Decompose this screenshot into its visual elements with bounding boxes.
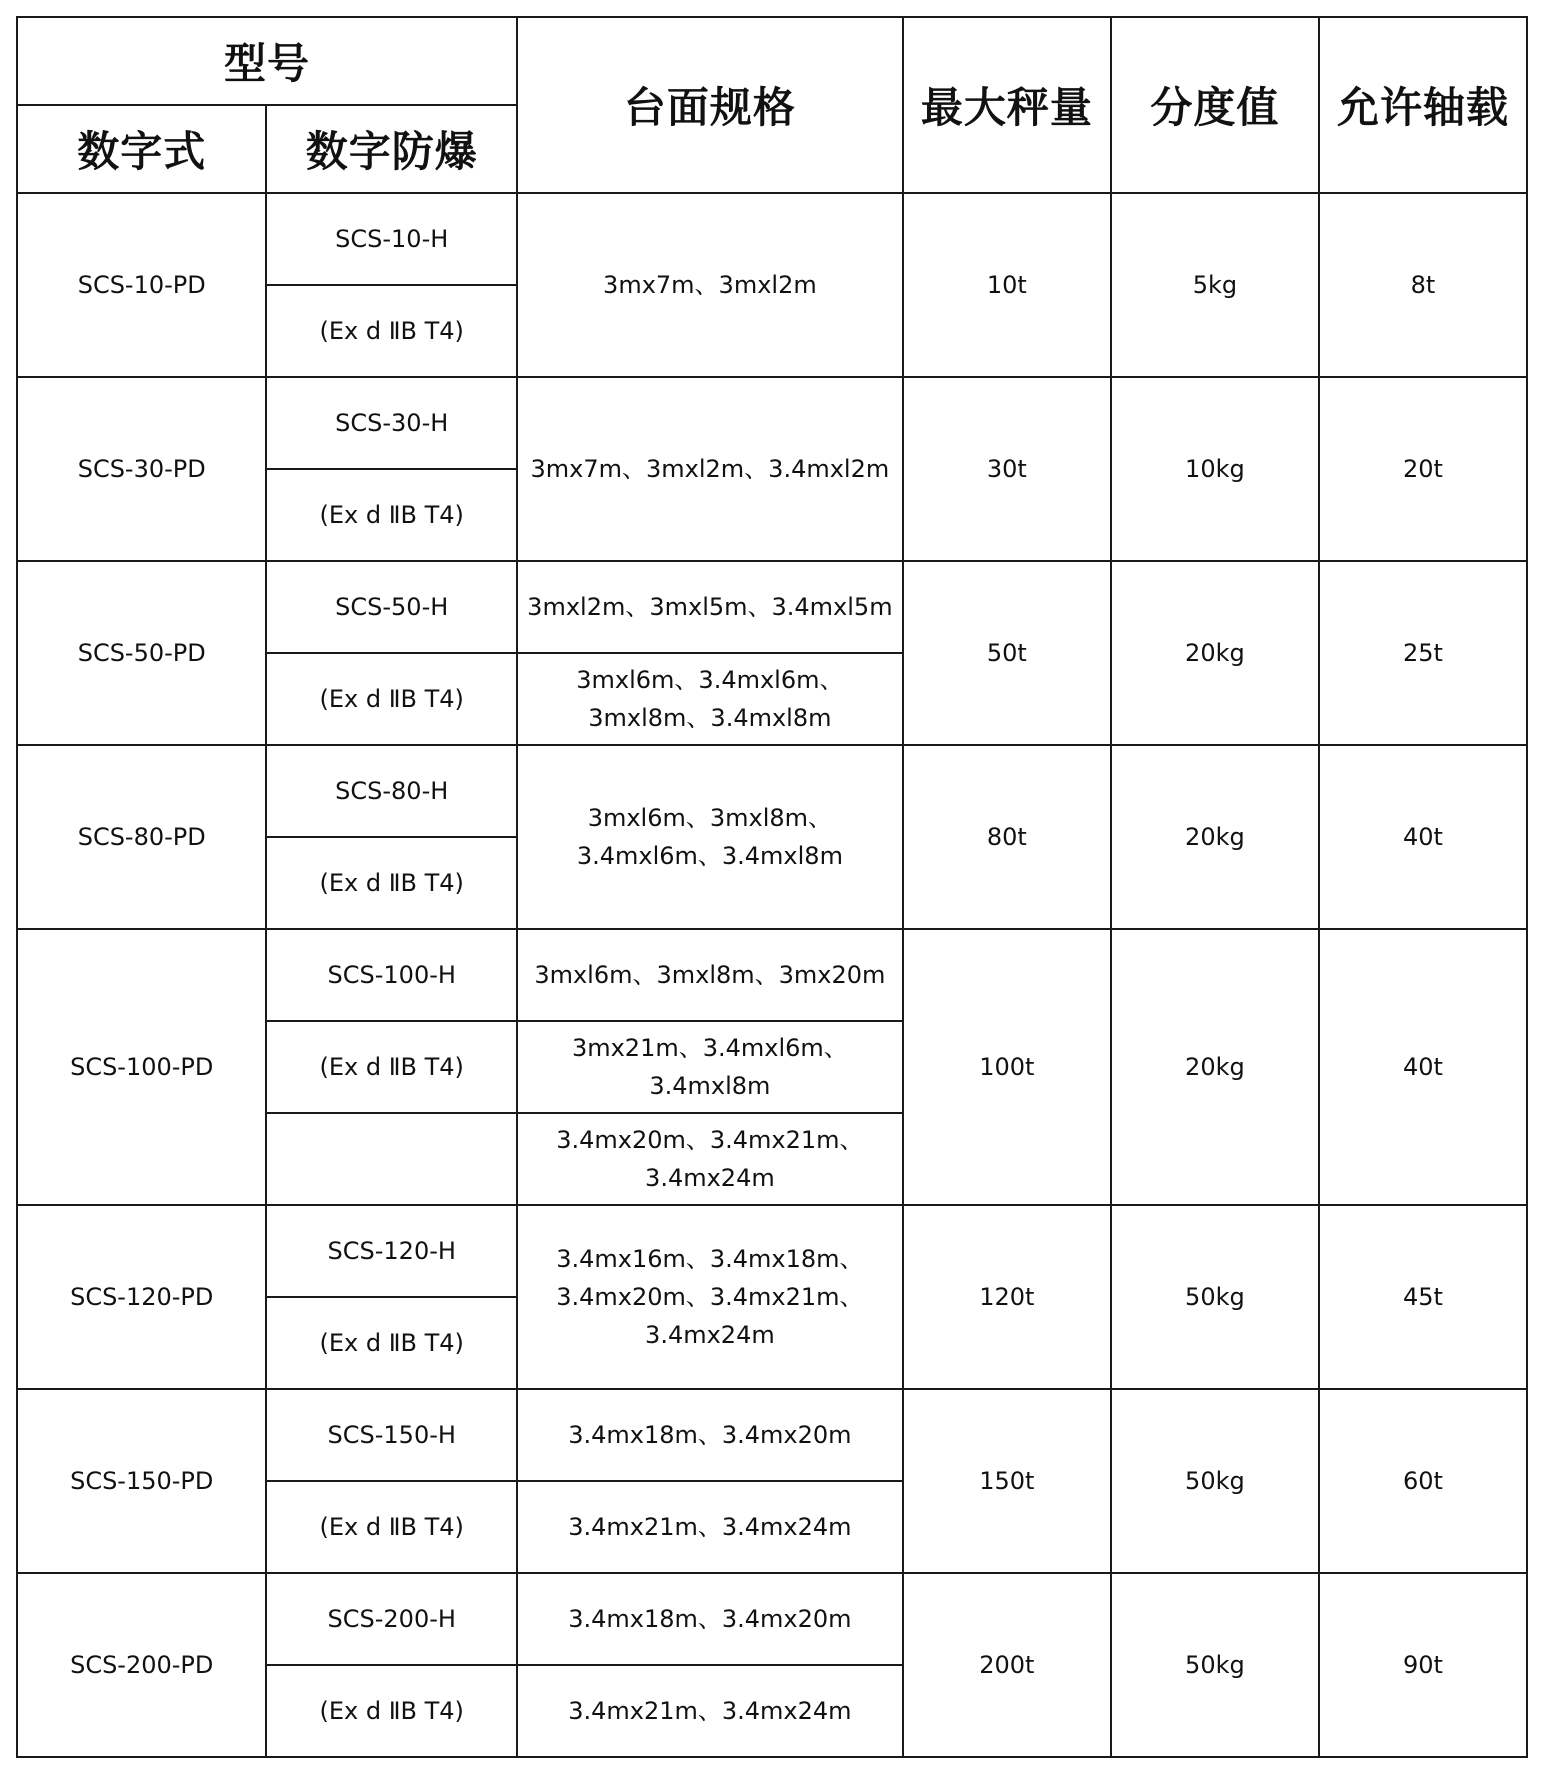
platform-cell: 3mxl6m、3mxl8m、3mx20m — [517, 929, 903, 1021]
axle-load-cell: 25t — [1319, 561, 1527, 745]
model-cell: SCS-10-PD — [17, 193, 266, 377]
division-cell: 20kg — [1111, 561, 1319, 745]
axle-load-cell: 60t — [1319, 1389, 1527, 1573]
model-cell: SCS-50-PD — [17, 561, 266, 745]
axle-load-cell: 20t — [1319, 377, 1527, 561]
axle-load-cell: 40t — [1319, 929, 1527, 1205]
table-row — [17, 193, 1527, 285]
division-cell: 50kg — [1111, 1573, 1319, 1757]
platform-cell: 3.4mx18m、3.4mx20m — [517, 1573, 903, 1665]
division-cell: 50kg — [1111, 1389, 1319, 1573]
ex-mark-cell: (Ex d ⅡB T4) — [266, 1021, 517, 1113]
ex-mark-cell: (Ex d ⅡB T4) — [266, 1481, 517, 1573]
table-row — [17, 745, 1527, 837]
ex-model-cell: SCS-10-H — [266, 193, 517, 285]
capacity-cell: 100t — [903, 929, 1111, 1205]
capacity-cell: 150t — [903, 1389, 1111, 1573]
ex-mark-cell: (Ex d ⅡB T4) — [266, 653, 517, 745]
capacity-cell: 200t — [903, 1573, 1111, 1757]
division-cell: 50kg — [1111, 1205, 1319, 1389]
division-cell: 20kg — [1111, 745, 1319, 929]
ex-mark-cell: (Ex d ⅡB T4) — [266, 1665, 517, 1757]
header-max-capacity: 最大秤量 — [903, 17, 1111, 193]
platform-cell: 3.4mx18m、3.4mx20m — [517, 1389, 903, 1481]
platform-cell: 3.4mx21m、3.4mx24m — [517, 1481, 903, 1573]
platform-cell: 3.4mx20m、3.4mx21m、3.4mx24m — [517, 1113, 903, 1205]
ex-mark-cell: (Ex d ⅡB T4) — [266, 469, 517, 561]
division-cell: 5kg — [1111, 193, 1319, 377]
ex-mark-cell: (Ex d ⅡB T4) — [266, 285, 517, 377]
model-cell: SCS-200-PD — [17, 1573, 266, 1757]
ex-mark-cell: (Ex d ⅡB T4) — [266, 1297, 517, 1389]
platform-cell: 3mxl2m、3mxl5m、3.4mxl5m — [517, 561, 903, 653]
empty-cell — [266, 1113, 517, 1205]
header-explosion-proof: 数字防爆 — [266, 105, 517, 193]
division-cell: 10kg — [1111, 377, 1319, 561]
table-row — [17, 1573, 1527, 1665]
capacity-cell: 30t — [903, 377, 1111, 561]
model-cell: SCS-120-PD — [17, 1205, 266, 1389]
ex-model-cell: SCS-150-H — [266, 1389, 517, 1481]
axle-load-cell: 45t — [1319, 1205, 1527, 1389]
table-row — [17, 1389, 1527, 1481]
capacity-cell: 50t — [903, 561, 1111, 745]
platform-cell: 3.4mx16m、3.4mx18m、3.4mx20m、3.4mx21m、3.4mx24m — [517, 1205, 903, 1389]
model-cell: SCS-80-PD — [17, 745, 266, 929]
table-row — [17, 929, 1527, 1021]
platform-cell: 3mxl6m、3.4mxl6m、3mxl8m、3.4mxl8m — [517, 653, 903, 745]
model-cell: SCS-30-PD — [17, 377, 266, 561]
platform-cell: 3mx21m、3.4mxl6m、3.4mxl8m — [517, 1021, 903, 1113]
platform-cell: 3mx7m、3mxl2m、3.4mxl2m — [517, 377, 903, 561]
header-division: 分度值 — [1111, 17, 1319, 193]
table-row — [17, 1205, 1527, 1297]
platform-cell: 3mx7m、3mxl2m — [517, 193, 903, 377]
ex-model-cell: SCS-50-H — [266, 561, 517, 653]
spec-table — [16, 16, 1528, 1758]
axle-load-cell: 90t — [1319, 1573, 1527, 1757]
header-model: 型号 — [17, 17, 517, 105]
platform-cell: 3mxl6m、3mxl8m、3.4mxl6m、3.4mxl8m — [517, 745, 903, 929]
ex-mark-cell: (Ex d ⅡB T4) — [266, 837, 517, 929]
axle-load-cell: 40t — [1319, 745, 1527, 929]
division-cell: 20kg — [1111, 929, 1319, 1205]
table-row — [17, 561, 1527, 653]
header-digital: 数字式 — [17, 105, 266, 193]
ex-model-cell: SCS-80-H — [266, 745, 517, 837]
ex-model-cell: SCS-120-H — [266, 1205, 517, 1297]
capacity-cell: 80t — [903, 745, 1111, 929]
ex-model-cell: SCS-100-H — [266, 929, 517, 1021]
capacity-cell: 10t — [903, 193, 1111, 377]
model-cell: SCS-150-PD — [17, 1389, 266, 1573]
axle-load-cell: 8t — [1319, 193, 1527, 377]
ex-model-cell: SCS-200-H — [266, 1573, 517, 1665]
platform-cell: 3.4mx21m、3.4mx24m — [517, 1665, 903, 1757]
model-cell: SCS-100-PD — [17, 929, 266, 1205]
capacity-cell: 120t — [903, 1205, 1111, 1389]
header-axle-load: 允许轴载 — [1319, 17, 1527, 193]
ex-model-cell: SCS-30-H — [266, 377, 517, 469]
table-row — [17, 377, 1527, 469]
header-platform: 台面规格 — [517, 17, 903, 193]
